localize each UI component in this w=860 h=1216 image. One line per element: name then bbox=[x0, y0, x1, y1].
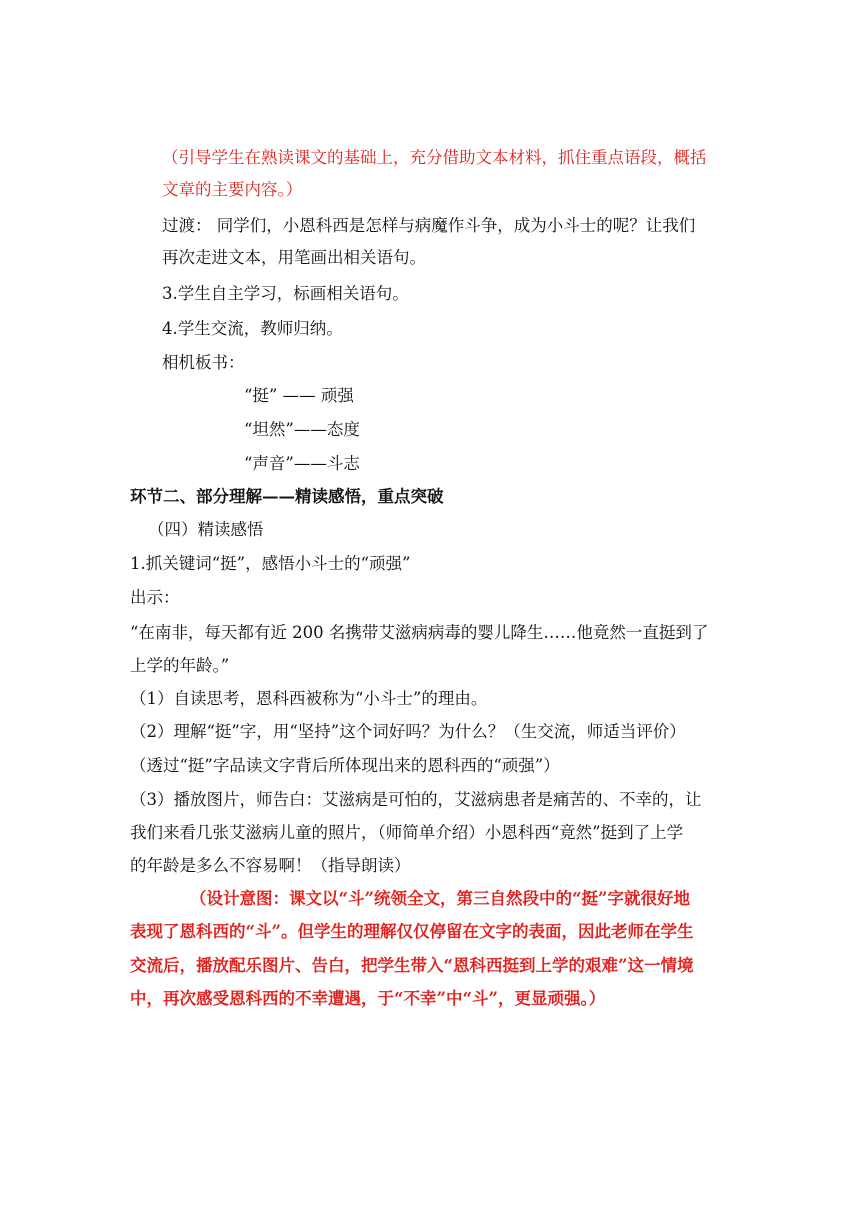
section-heading: 环节二、部分理解——精读感悟，重点突破 bbox=[130, 487, 444, 506]
question-3-line-3: 的年龄是多么不容易啊！（指导朗读） bbox=[130, 856, 411, 875]
design-intent-line-4: 中，再次感受恩科西的不幸遭遇，于“不幸”中“斗”，更显顽强。） bbox=[130, 989, 606, 1008]
transition-line-2: 再次走进文本，用笔画出相关语句。 bbox=[162, 248, 426, 267]
question-2: （2）理解“挺”字，用“坚持”这个词好吗？为什么？（生交流，师适当评价） bbox=[130, 722, 686, 741]
show-label: 出示： bbox=[130, 588, 180, 607]
board-item-3: “声音”——斗志 bbox=[244, 454, 360, 473]
step-3: 3.学生自主学习，标画相关语句。 bbox=[162, 284, 409, 303]
step-4: 4.学生交流，教师归纳。 bbox=[162, 319, 343, 338]
quote-line-2: 上学的年龄。” bbox=[130, 656, 230, 675]
question-2-note: （透过“挺”字品读文字背后所体现出来的恩科西的“顽强”） bbox=[130, 756, 560, 775]
question-1: （1）自读思考，恩科西被称为“小斗士”的理由。 bbox=[130, 689, 488, 708]
quote-line-1: “在南非，每天都有近 200 名携带艾滋病病毒的婴儿降生……他竟然一直挺到了 bbox=[130, 623, 709, 642]
design-intent-line-1: （设计意图：课文以“斗”统领全文，第三自然段中的“挺”字就很好地 bbox=[190, 889, 690, 908]
board-item-1: “挺” —— 顽强 bbox=[244, 386, 354, 405]
design-intent-line-2: 表现了恩科西的“斗”。但学生的理解仅仅停留在文字的表面，因此老师在学生 bbox=[130, 922, 694, 941]
transition-line-1: 过渡： 同学们，小恩科西是怎样与病魔作斗争，成为小斗士的呢？让我们 bbox=[162, 216, 696, 235]
note-line-1: （引导学生在熟读课文的基础上，充分借助文本材料，抓住重点语段，概括 bbox=[162, 148, 707, 167]
board-item-2: “坦然”——态度 bbox=[244, 420, 360, 439]
board-label: 相机板书： bbox=[162, 353, 245, 372]
question-3-line-1: （3）播放图片，师告白：艾滋病是可怕的，艾滋病患者是痛苦的、不幸的，让 bbox=[130, 790, 702, 809]
subsection-heading: （四）精读感悟 bbox=[148, 520, 264, 539]
item-1: 1.抓关键词“挺”，感悟小斗士的“顽强” bbox=[130, 554, 411, 573]
question-3-line-2: 我们来看几张艾滋病儿童的照片，（师简单介绍）小恩科西“竟然”挺到了上学 bbox=[130, 823, 684, 842]
note-line-2: 文章的主要内容。） bbox=[162, 180, 303, 199]
design-intent-line-3: 交流后，播放配乐图片、告白，把学生带入“恩科西挺到上学的艰难”这一情境 bbox=[130, 956, 694, 975]
